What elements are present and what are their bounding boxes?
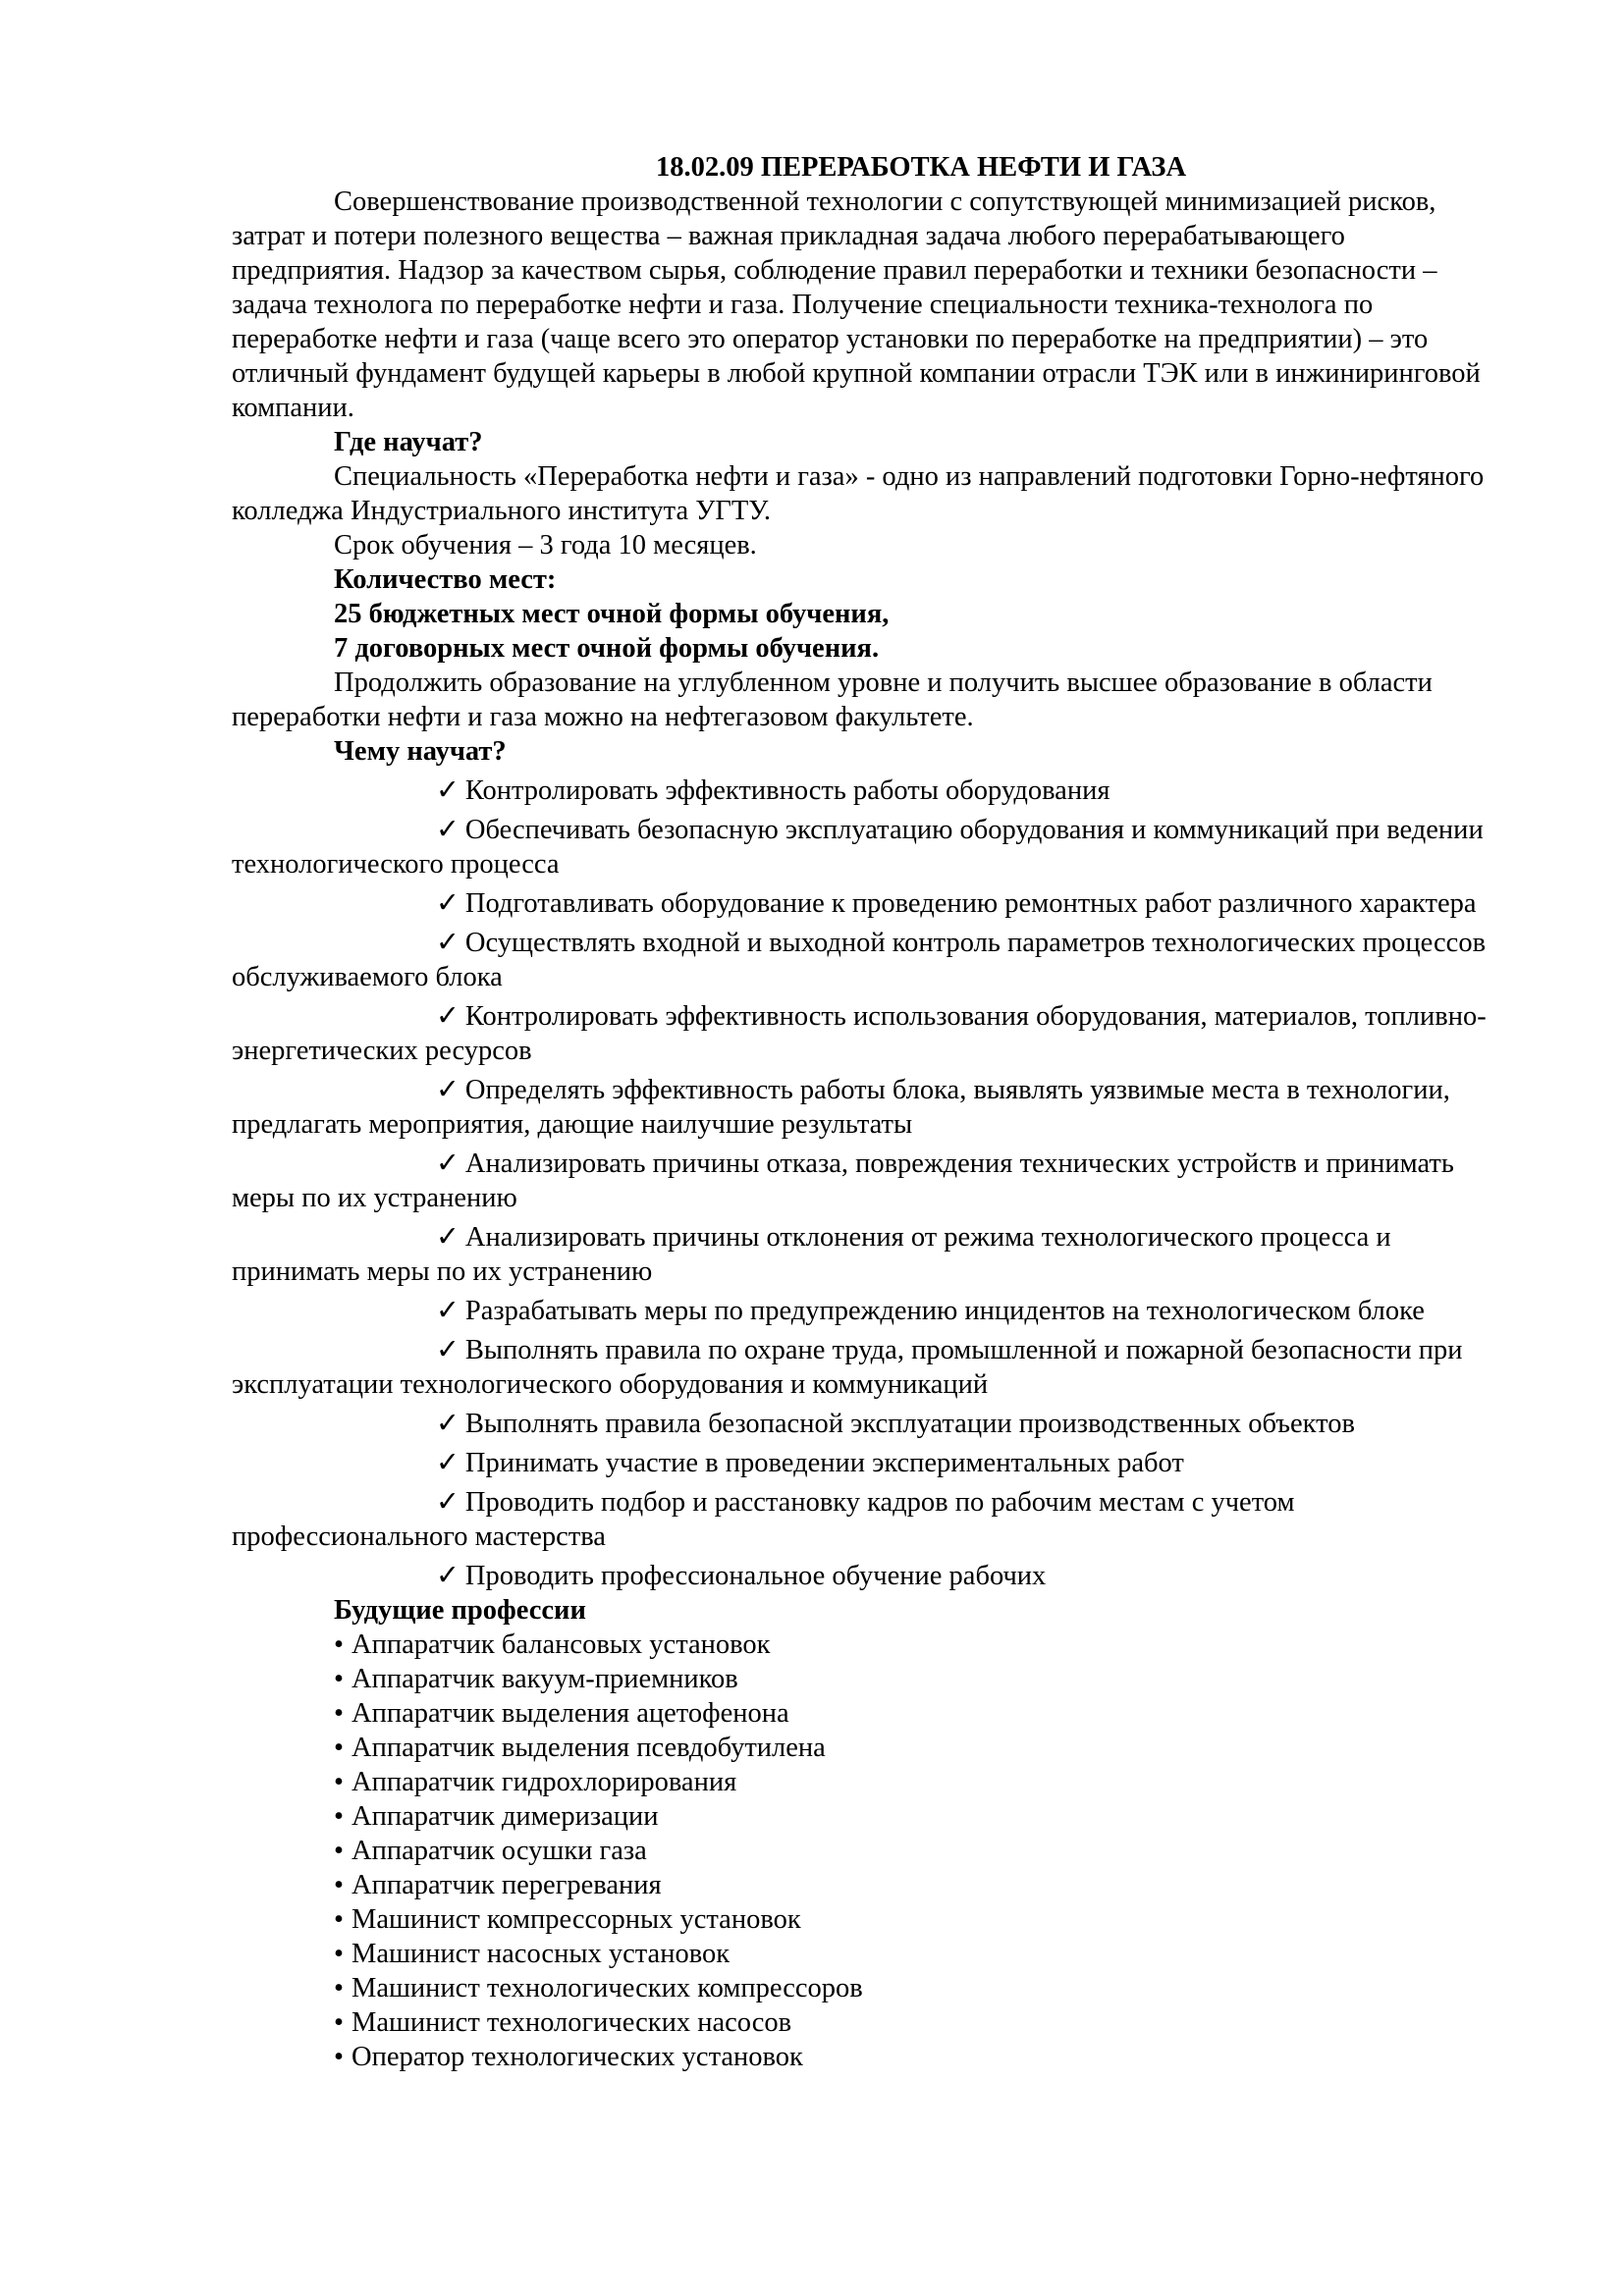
list-item [232, 1073, 1508, 1142]
list-item [232, 2040, 1508, 2074]
list-item [232, 1902, 1508, 1937]
list-item [232, 1446, 1508, 1480]
skill-text: Контролировать эффективность работы оборудования [464, 775, 1110, 806]
list-item [232, 1628, 1508, 1662]
skills-list [232, 774, 1508, 1593]
skills-heading: Чему научат? [334, 736, 507, 767]
skill-text: Принимать участие в проведении экспериментальных работ [464, 1448, 1184, 1478]
bullet-icon: • [334, 1767, 344, 1797]
bullet-icon: • [334, 1698, 344, 1729]
seats-contract: 7 договорных мест очной формы обучения. [334, 633, 880, 664]
profession-text: Аппаратчик димеризации [351, 1801, 659, 1832]
list-item [232, 1868, 1508, 1902]
skill-text: Определять эффективность работы блока, выявлять уязвимые места в технологии, предлагать мероприятия, дающие наилучшие результаты [232, 1075, 1450, 1140]
list-item [232, 774, 1508, 808]
list-item [232, 1765, 1508, 1799]
skill-text: Проводить профессиональное обучение рабочих [464, 1561, 1047, 1591]
skill-text: Подготавливать оборудование к проведению ремонтных работ различного характера [464, 888, 1477, 919]
bullet-icon: • [334, 1836, 344, 1866]
skill-text: Выполнять правила по охране труда, промышленной и пожарной безопасности при эксплуатации технологического оборудования и коммуникаций [232, 1335, 1463, 1400]
list-item [232, 813, 1508, 881]
list-item [232, 1937, 1508, 1971]
bullet-icon: • [334, 1629, 344, 1660]
bullet-icon: • [334, 2042, 344, 2072]
list-item [232, 1799, 1508, 1834]
profession-text: Аппаратчик перегревания [351, 1870, 662, 1900]
professions-heading: Будущие профессии [334, 1595, 586, 1626]
list-item [232, 1407, 1508, 1441]
check-icon: ✓ [436, 928, 460, 958]
where-paragraph: Специальность «Переработка нефти и газа» - одно из направлений подготовки Горно-нефтяного колледжа Индустриального института УГТУ. [232, 461, 1485, 526]
list-item [232, 1696, 1508, 1731]
bullet-icon: • [334, 1973, 344, 2003]
seats-heading: Количество мест: [334, 564, 557, 595]
check-icon: ✓ [436, 1001, 460, 1032]
check-icon: ✓ [436, 1296, 460, 1326]
bullet-icon: • [334, 1870, 344, 1900]
intro-paragraph: Совершенствование производственной технологии с сопутствующей минимизацией рисков, затрат и потери полезного вещества – важная прикладная задача любого перерабатывающего предприятия. Надзор за качеством сырья, соблюдение правил переработки и техники безопасности – задача технолога по переработке нефти и газа. Получение специальности техника-технолога по переработке нефти и газа (чаще всего это оператор установки по переработке на предприятии) – это отличный фундамент будущей карьеры в любой крупной компании отрасли ТЭК или в инжиниринговой компании. [232, 187, 1481, 423]
list-item [232, 999, 1508, 1068]
check-icon: ✓ [436, 1222, 460, 1253]
list-item [232, 1971, 1508, 2005]
list-item [232, 2005, 1508, 2040]
list-item [232, 1485, 1508, 1554]
profession-text: Аппаратчик выделения псевдобутилена [351, 1733, 826, 1763]
list-item [232, 1294, 1508, 1328]
document-title: 18.02.09 ПЕРЕРАБОТКА НЕФТИ И ГАЗА [655, 152, 1187, 183]
list-item [232, 1662, 1508, 1696]
skill-text: Разрабатывать меры по предупреждению инцидентов на технологическом блоке [464, 1296, 1425, 1326]
skill-text: Анализировать причины отказа, повреждения технических устройств и принимать меры по их устранению [232, 1148, 1454, 1213]
bullet-icon: • [334, 1904, 344, 1935]
bullet-icon: • [334, 2007, 344, 2038]
list-item [232, 886, 1508, 921]
skill-text: Выполнять правила безопасной эксплуатации производственных объектов [464, 1409, 1355, 1439]
check-icon: ✓ [436, 1335, 460, 1365]
check-icon: ✓ [436, 888, 460, 919]
check-icon: ✓ [436, 1487, 460, 1518]
bullet-icon: • [334, 1664, 344, 1694]
list-item [232, 1220, 1508, 1289]
list-item [232, 1559, 1508, 1593]
check-icon: ✓ [436, 1148, 460, 1179]
skill-text: Проводить подбор и расстановку кадров по рабочим местам с учетом профессионального мастерства [232, 1487, 1295, 1552]
skill-text: Обеспечивать безопасную эксплуатацию оборудования и коммуникаций при ведении технологического процесса [232, 815, 1484, 880]
bullet-icon: • [334, 1939, 344, 1969]
profession-text: Аппаратчик выделения ацетофенона [351, 1698, 789, 1729]
list-item [232, 1834, 1508, 1868]
professions-list [232, 1628, 1508, 2074]
profession-text: Аппаратчик вакуум-приемников [351, 1664, 738, 1694]
skill-text: Осуществлять входной и выходной контроль параметров технологических процессов обслуживаемого блока [232, 928, 1487, 992]
profession-text: Аппаратчик балансовых установок [351, 1629, 771, 1660]
check-icon: ✓ [436, 1561, 460, 1591]
check-icon: ✓ [436, 815, 460, 845]
check-icon: ✓ [436, 1409, 460, 1439]
skill-text: Контролировать эффективность использования оборудования, материалов, топливно-энергетических ресурсов [232, 1001, 1487, 1066]
profession-text: Оператор технологических установок [351, 2042, 803, 2072]
skill-text: Анализировать причины отклонения от режима технологического процесса и принимать меры по их устранению [232, 1222, 1391, 1287]
list-item [232, 1731, 1508, 1765]
document-content [232, 150, 1508, 2074]
seats-budget: 25 бюджетных мест очной формы обучения, [334, 599, 890, 629]
profession-text: Машинист компрессорных установок [351, 1904, 801, 1935]
list-item [232, 1333, 1508, 1402]
profession-text: Машинист технологических компрессоров [351, 1973, 863, 2003]
list-item [232, 1147, 1508, 1215]
check-icon: ✓ [436, 775, 460, 806]
profession-text: Аппаратчик осушки газа [351, 1836, 647, 1866]
bullet-icon: • [334, 1801, 344, 1832]
where-heading: Где научат? [334, 427, 483, 457]
duration-text: Срок обучения – 3 года 10 месяцев. [334, 530, 757, 561]
check-icon: ✓ [436, 1448, 460, 1478]
list-item [232, 926, 1508, 994]
profession-text: Аппаратчик гидрохлорирования [351, 1767, 737, 1797]
continue-paragraph: Продолжить образование на углубленном уровне и получить высшее образование в области переработки нефти и газа можно на нефтегазовом факультете. [232, 667, 1433, 732]
bullet-icon: • [334, 1733, 344, 1763]
check-icon: ✓ [436, 1075, 460, 1105]
profession-text: Машинист технологических насосов [351, 2007, 792, 2038]
profession-text: Машинист насосных установок [351, 1939, 731, 1969]
